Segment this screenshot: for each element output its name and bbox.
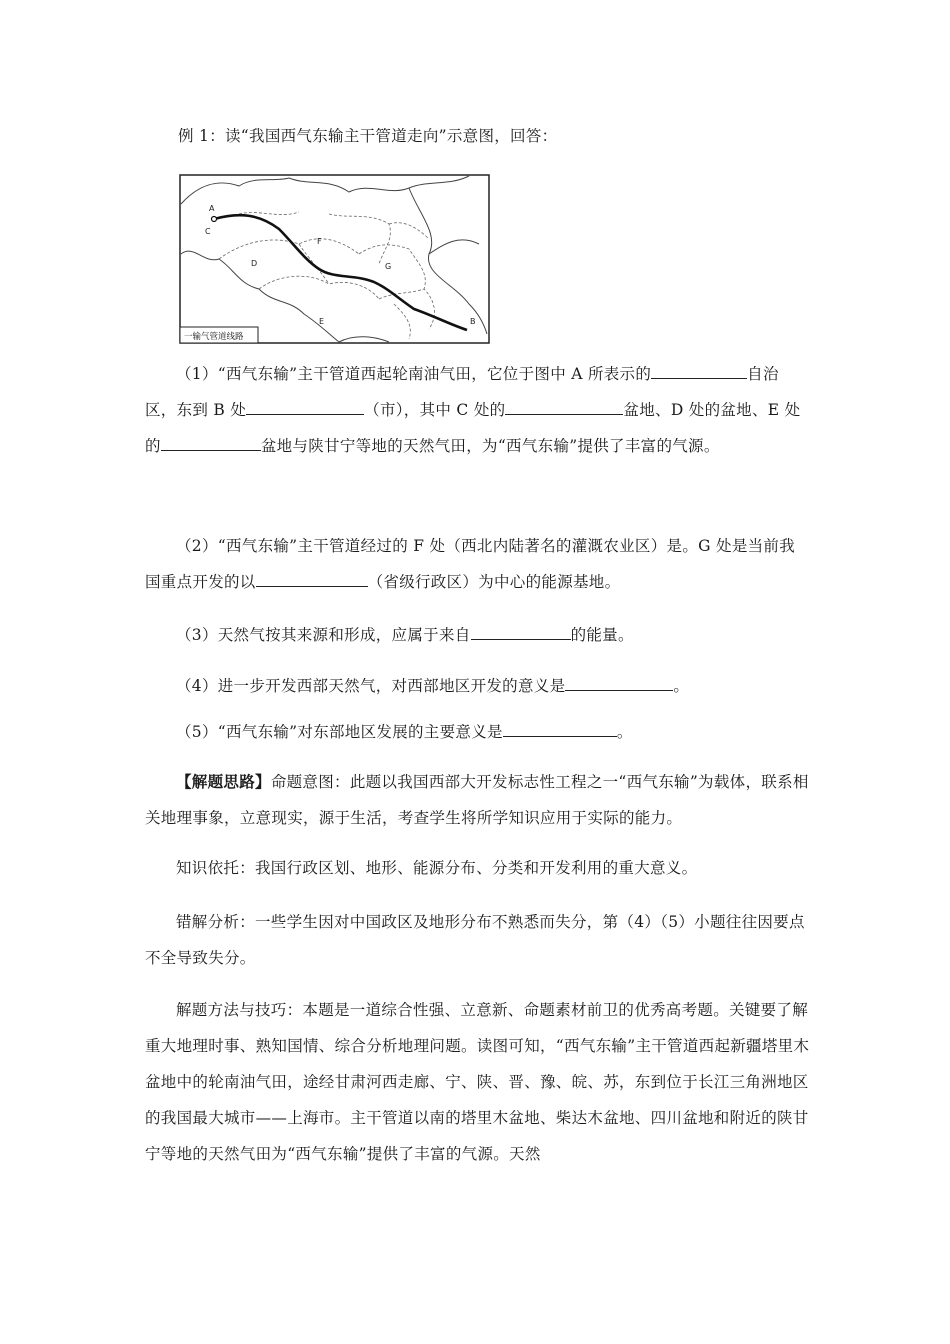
question-2: （2）“西气东输”主干管道经过的 F 处（西北内陆著名的灌溉农业区）是。G 处是当前我国重点开发的以 （省级行政区）为中心的能源基地。 — [145, 537, 796, 591]
question-4: （4）进一步开发西部天然气，对西部地区开发的意义是 。 — [176, 677, 690, 695]
map-label-a: A — [209, 204, 215, 213]
question-5: （5）“西气东输”对东部地区发展的主要意义是 。 — [176, 723, 633, 741]
answer-blank[interactable] — [246, 399, 364, 415]
answer-blank[interactable] — [161, 435, 261, 451]
answer-blank[interactable] — [651, 363, 747, 379]
solution-intent: 【解题思路】命题意图：此题以我国西部大开发标志性工程之一“西气东输”为载体，联系相关地理事象，立意现实，源于生活，考查学生将所学知识应用于实际的能力。 — [145, 772, 809, 827]
answer-blank[interactable] — [256, 571, 368, 587]
question-1: （1）“西气东输”主干管道西起轮南油气田，它位于图中 A 所表示的 自治区，东到 B 处 （市），其中 C 处的 盆地、D 处的盆地、E 处的 盆地与陕甘宁等地的天然气田，为“西气东输”提供了丰富的气源。 — [145, 365, 801, 455]
solution-heading: 【解题思路】 — [176, 772, 271, 791]
map-label-g: G — [385, 262, 392, 271]
solution-knowledge: 知识依托：我国行政区划、地形、能源分布、分类和开发利用的重大意义。 — [176, 859, 698, 877]
answer-blank[interactable] — [503, 721, 617, 737]
answer-blank[interactable] — [565, 675, 673, 691]
map-label-f: F — [317, 237, 322, 246]
map-legend: 一输气管道线路 — [184, 332, 244, 342]
map-label-b: B — [470, 317, 476, 326]
map-label-e: E — [319, 317, 325, 326]
example-title: 例 1：读“我国西气东输主干管道走向”示意图，回答： — [178, 127, 558, 145]
question-3: （3）天然气按其来源和形成，应属于来自 的能量。 — [176, 626, 634, 644]
solution-method: 解题方法与技巧：本题是一道综合性强、立意新、命题素材前卫的优秀高考题。关键要了解重大地理时事、熟知国情、综合分析地理问题。读图可知，“西气东输”主干管道西起新疆塔里木盆地中的轮南油气田，途经甘肃河西走廊、宁、陕、晋、豫、皖、苏，东到位于长江三角洲地区的我国最大城市——上海市。主干管道以南的塔里木盆地、柴达木盆地、四川盆地和附近的陕甘宁等地的天然气田为“西气东输”提供了丰富的气源。天然 — [145, 1001, 810, 1163]
map-label-c: C — [205, 227, 211, 236]
answer-blank[interactable] — [505, 399, 623, 415]
solution-error-analysis: 错解分析：一些学生因对中国政区及地形分布不熟悉而失分，第（4）（5）小题往往因要点不全导致失分。 — [145, 913, 805, 967]
answer-blank[interactable] — [471, 624, 571, 640]
pipeline-map — [179, 174, 490, 344]
map-label-d: D — [251, 259, 258, 268]
